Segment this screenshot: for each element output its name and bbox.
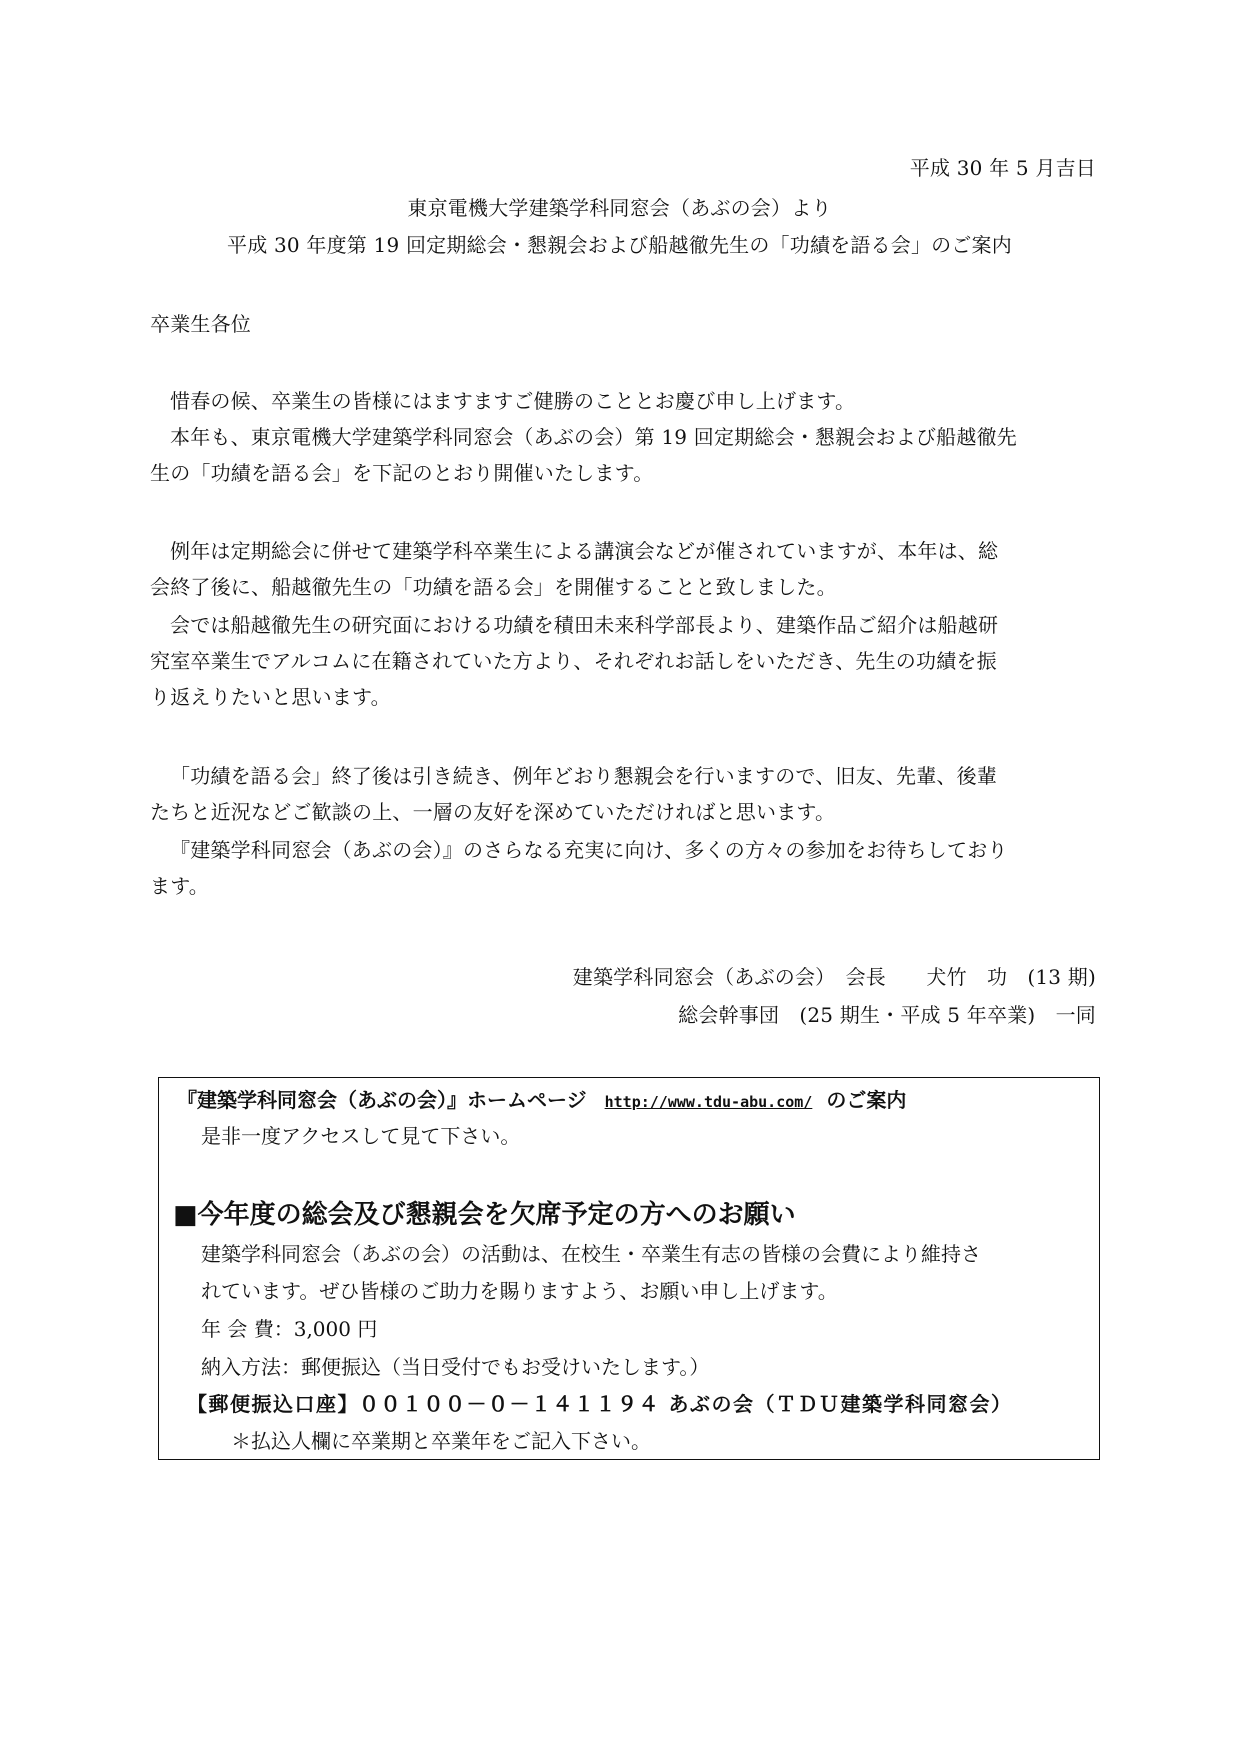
request-text-line-1: 建築学科同窓会（あぶの会）の活動は、在校生・卒業生有志の皆様の会費により維持さ [201, 1242, 981, 1266]
annual-fee: 年 会 費：3,000 円 [201, 1317, 378, 1341]
signature-line-2: 総会幹事団 (25 期生・平成 5 年卒業) 一同 [678, 1003, 1096, 1027]
body-paragraph-6-line-1: 『建築学科同窓会（あぶの会）』のさらなる充実に向け、多くの方々の参加をお待ちしており [170, 838, 1008, 862]
notice-box [158, 1077, 1100, 1460]
body-paragraph-2-line-2: 生の「功績を語る会」を下記のとおり開催いたします。 [150, 461, 654, 485]
body-paragraph-1: 惜春の候、卒業生の皆様にはますますご健勝のこととお慶び申し上げます。 [170, 389, 856, 413]
homepage-label: 『建築学科同窓会（あぶの会）』ホームページ [177, 1088, 587, 1112]
signature-line-1: 建築学科同窓会（あぶの会） 会長 犬竹 功 (13 期) [572, 965, 1096, 989]
body-paragraph-4-line-3: り返えりたいと思います。 [150, 685, 391, 709]
body-paragraph-4-line-2: 究室卒業生でアルコムに在籍されていた方より、それぞれお話しをいただき、先生の功績を振 [150, 649, 997, 673]
body-paragraph-5-line-1: 「功績を語る会」終了後は引き続き、例年どおり懇親会を行いますので、旧友、先輩、後輩 [170, 764, 997, 788]
body-paragraph-3-line-1: 例年は定期総会に併せて建築学科卒業生による講演会などが催されていますが、本年は、総 [170, 539, 999, 563]
account-note: ＊払込人欄に卒業期と卒業年をご記入下さい。 [231, 1429, 651, 1453]
body-paragraph-2-line-1: 本年も、東京電機大学建築学科同窓会（あぶの会）第 19 回定期総会・懇親会および船越徹先 [170, 425, 1017, 449]
absence-request-headline: ■今年度の総会及び懇親会を欠席予定の方へのお願い [173, 1200, 796, 1230]
issue-date: 平成 30 年 5 月吉日 [909, 156, 1096, 180]
body-paragraph-5-line-2: たちと近況などご歓談の上、一層の友好を深めていただければと思います。 [150, 800, 836, 824]
body-paragraph-4-line-1: 会では船越徹先生の研究面における功績を積田未来科学部長より、建築作品ご紹介は船越研 [170, 613, 999, 637]
document-title: 平成 30 年度第 19 回定期総会・懇親会および船越徹先生の「功績を語る会」のご案内 [227, 233, 1012, 257]
homepage-suffix: のご案内 [826, 1088, 907, 1112]
body-paragraph-3-line-2: 会終了後に、船越徹先生の「功績を語る会」を開催することと致しました。 [150, 575, 837, 599]
postal-account: 【郵便振込口座】００１００－０－１４１１９４ あぶの会（ＴＤＵ建築学科同窓会） [187, 1392, 1013, 1416]
homepage-line [177, 1086, 906, 1116]
salutation: 卒業生各位 [150, 312, 251, 336]
homepage-note: 是非一度アクセスして見て下さい。 [201, 1124, 521, 1148]
body-paragraph-6-line-2: ます。 [150, 874, 209, 898]
sender-line: 東京電機大学建築学科同窓会（あぶの会）より [407, 196, 832, 220]
payment-method: 納入方法：郵便振込（当日受付でもお受けいたします。） [201, 1355, 710, 1379]
request-text-line-2: れています。ぜひ皆様のご助力を賜りますよう、お願い申し上げます。 [201, 1279, 838, 1303]
homepage-link[interactable]: http://www.tdu-abu.com/ [604, 1093, 813, 1111]
